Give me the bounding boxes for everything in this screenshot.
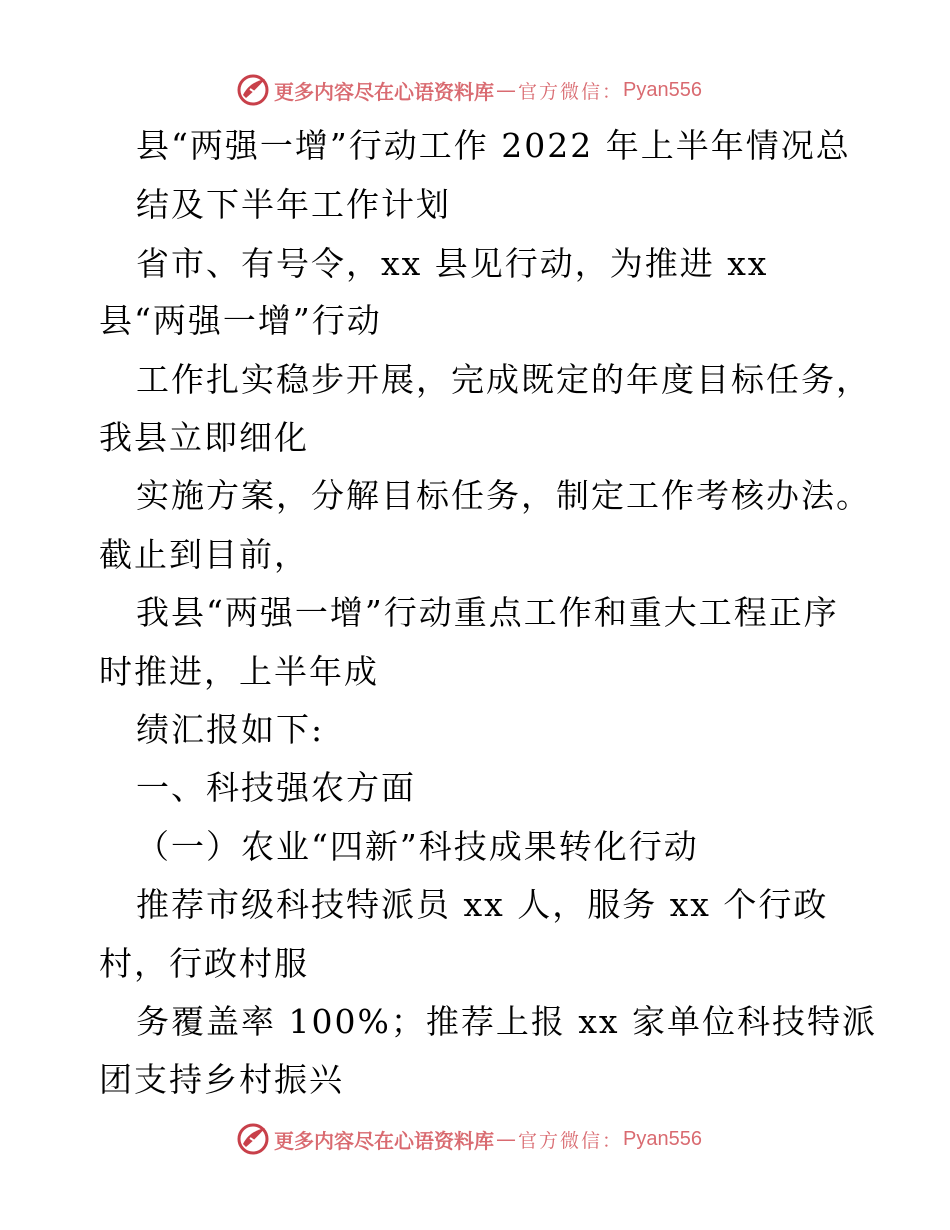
text-line: 村，行政村服: [99, 944, 309, 983]
text-line: 实施方案，分解目标任务，制定工作考核办法。: [136, 476, 871, 515]
brand-logo-icon: [236, 73, 270, 107]
text-line: 时推进，上半年成: [99, 652, 379, 691]
text-line: 工作扎实稳步开展，完成既定的年度目标任务，: [136, 360, 871, 399]
text-line: 务覆盖率 100%；推荐上报 xx 家单位科技特派: [136, 1002, 878, 1041]
watermark-official-label: 官方微信：: [518, 80, 624, 103]
subsection-heading: （一）农业“四新”科技成果转化行动: [136, 827, 699, 866]
header-watermark: [236, 73, 702, 107]
text-line: 县“两强一增”行动: [99, 301, 382, 340]
watermark-wechat-id: Pyan556: [623, 1127, 702, 1150]
watermark-main-text: 更多内容尽在心语资料库: [274, 79, 494, 104]
text-line: 我县立即细化: [99, 418, 309, 457]
text-line: 结及下半年工作计划: [136, 185, 451, 224]
watermark-wechat-id: Pyan556: [623, 78, 702, 101]
watermark-dash: —: [496, 1127, 516, 1151]
section-heading: 一、科技强农方面: [136, 768, 416, 807]
text-line: 省市、有号令，xx 县见行动，为推进 xx: [136, 244, 769, 283]
text-line: 绩汇报如下:: [136, 710, 325, 749]
text-line: 我县“两强一增”行动重点工作和重大工程正序: [136, 593, 839, 632]
text-line: 县“两强一增”行动工作 2022 年上半年情况总: [136, 126, 851, 165]
watermark-official-label: 官方微信：: [518, 1129, 624, 1152]
brand-logo-icon: [236, 1122, 270, 1156]
watermark-dash: —: [496, 78, 516, 102]
text-line: 团支持乡村振兴: [99, 1060, 344, 1099]
text-line: 推荐市级科技特派员 xx 人，服务 xx 个行政: [136, 885, 829, 924]
footer-watermark: [236, 1122, 702, 1156]
watermark-main-text: 更多内容尽在心语资料库: [274, 1128, 494, 1153]
text-line: 截止到目前，: [99, 535, 309, 574]
